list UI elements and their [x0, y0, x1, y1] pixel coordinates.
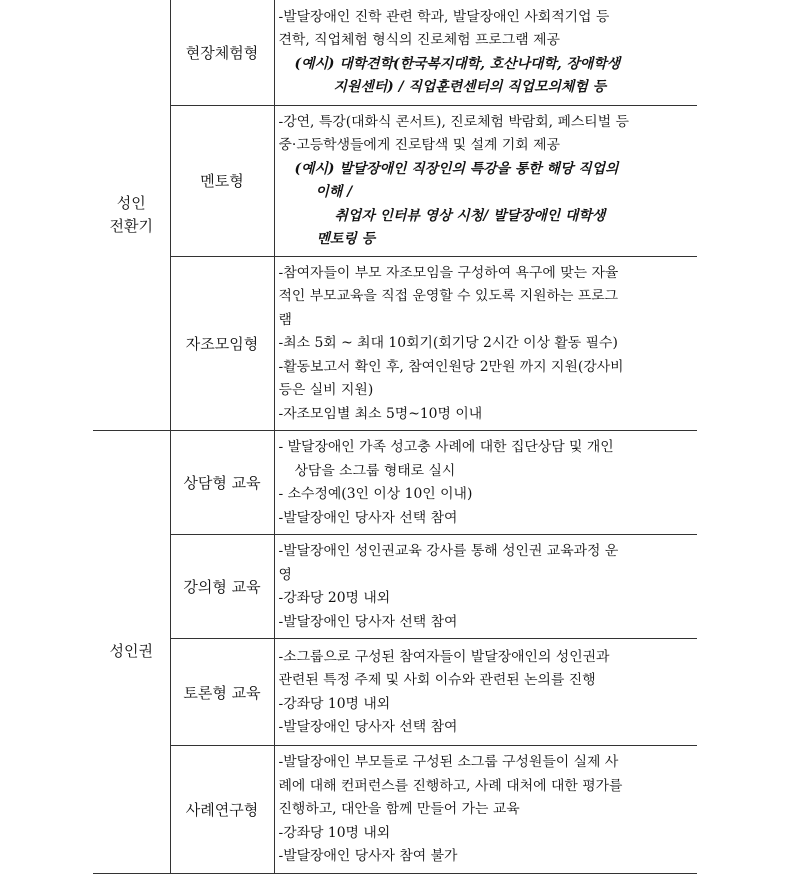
table-row — [93, 0, 697, 105]
content-line: 등은 실비 지원) — [278, 382, 374, 398]
example-line: 취업자 인터뷰 영상 시청/ 발달장애인 대학생 — [334, 207, 606, 224]
type-label: 자조모임형 — [185, 334, 259, 353]
type-label: 멘토형 — [200, 172, 244, 190]
type-label: 강의형 교육 — [183, 578, 261, 596]
example-line: 멘토링 등 — [316, 231, 376, 247]
type-label: 토론형 교육 — [183, 683, 261, 702]
content-line: -참여자들이 부모 자조모임을 구성하여 욕구에 맞는 자율 — [278, 264, 619, 281]
type-cell — [170, 256, 274, 431]
content-cell — [274, 535, 697, 639]
content-line: -발달장애인 진학 관련 학과, 발달장애인 사회적기업 등 — [278, 8, 610, 25]
content-cell — [274, 105, 697, 256]
content-line: - 발달장애인 가족 성고충 사례에 대한 집단상담 및 개인 — [278, 439, 614, 455]
content-line: 상담을 소그룹 형태로 실시 — [294, 462, 456, 479]
content-line: -최소 5회 ~ 최대 10회기(회기당 2시간 이상 활동 필수) — [278, 335, 618, 351]
table-row — [93, 639, 697, 746]
content-line: -발달장애인 당사자 선택 참여 — [278, 613, 458, 630]
content-line: 적인 부모교육을 직접 운영할 수 있도록 지원하는 프로그 — [278, 288, 619, 304]
type-label: 상담형 교육 — [183, 474, 261, 492]
table-row — [93, 746, 697, 874]
content-line: 램 — [278, 311, 292, 328]
table-row — [93, 431, 697, 535]
type-cell — [170, 746, 274, 874]
example-line: (예시) 발달장애인 직장인의 특강을 통한 해당 직업의 — [294, 160, 619, 177]
content-line: -발달장애인 성인권교육 강사를 통해 성인권 교육과정 운 — [278, 543, 619, 559]
table-row — [93, 256, 697, 431]
content-line: 견학, 직업체험 형식의 진로체험 프로그램 제공 — [278, 32, 560, 49]
content-line: 관련된 특정 주제 및 사회 이슈와 관련된 논의를 진행 — [278, 672, 596, 688]
content-line: 례에 대해 컨퍼런스를 진행하고, 사례 대처에 대한 평가를 — [278, 777, 623, 794]
program-table — [93, 0, 697, 874]
table-row — [93, 105, 697, 256]
content-line: 중·고등학생들에게 진로탐색 및 설계 기회 제공 — [278, 137, 560, 153]
content-line: 영 — [278, 566, 292, 583]
type-cell — [170, 0, 274, 105]
content-cell — [274, 256, 697, 431]
content-line: - 소수정예(3인 이상 10인 이내) — [278, 486, 473, 502]
content-line: -발달장애인 당사자 선택 참여 — [278, 509, 458, 526]
category-label: 성인 전환기 — [109, 194, 153, 235]
content-cell — [274, 0, 697, 105]
content-line: 진행하고, 대안을 함께 만들어 가는 교육 — [278, 801, 520, 817]
content-line: -자조모임별 최소 5명~10명 이내 — [278, 405, 483, 422]
content-line: -소그룹으로 구성된 참여자들이 발달장애인의 성인권과 — [278, 648, 610, 665]
type-cell — [170, 535, 274, 639]
type-cell — [170, 639, 274, 746]
example-line: 이해 / — [315, 184, 353, 200]
content-cell — [274, 639, 697, 746]
content-line: -강좌당 10명 내외 — [278, 824, 391, 841]
category-cell — [93, 431, 170, 874]
example-line: 지원센터) / 직업훈련센터의 직업모의체험 등 — [333, 79, 607, 96]
content-cell — [274, 431, 697, 535]
content-line: -발달장애인 당사자 선택 참여 — [278, 719, 458, 735]
type-cell — [170, 105, 274, 256]
type-label: 사례연구형 — [185, 800, 259, 819]
type-cell — [170, 431, 274, 535]
example-line: (예시) 대학견학(한국복지대학, 호산나대학, 장애학생 — [294, 55, 621, 72]
content-line: -발달장애인 부모들로 구성된 소그룹 구성원들이 실제 사 — [278, 754, 619, 770]
content-line: -강연, 특강(대화식 콘서트), 진로체험 박람회, 페스티벌 등 — [278, 113, 629, 130]
content-line: -활동보고서 확인 후, 참여인원당 2만원 까지 지원(강사비 — [278, 358, 624, 375]
table-row — [93, 535, 697, 639]
category-cell — [93, 0, 170, 431]
content-line: -강좌당 20명 내외 — [278, 590, 391, 606]
content-cell — [274, 746, 697, 874]
category-label: 성인권 — [109, 642, 153, 661]
type-label: 현장체험형 — [185, 43, 259, 62]
content-line: -강좌당 10명 내외 — [278, 695, 391, 712]
content-line: -발달장애인 당사자 참여 불가 — [278, 848, 458, 864]
